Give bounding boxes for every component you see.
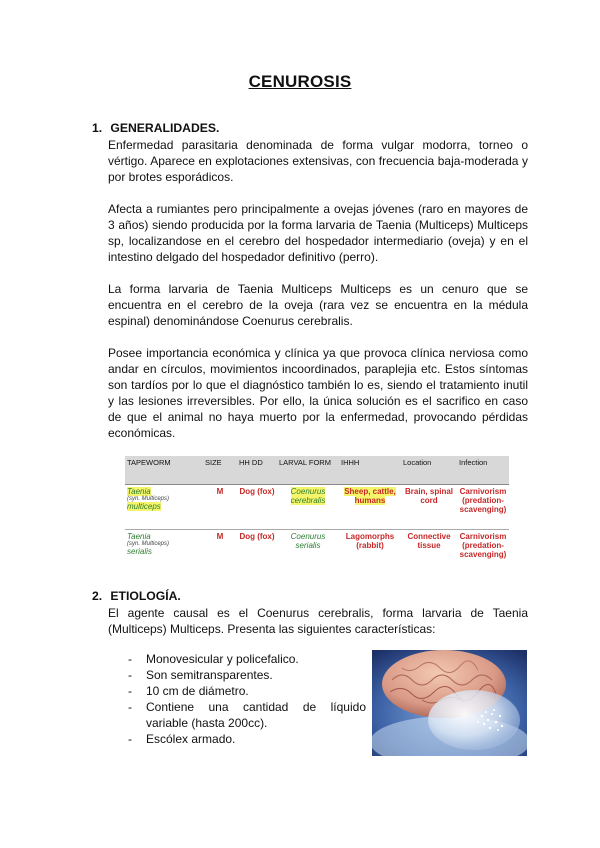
table-row xyxy=(125,485,509,530)
section-title: ETIOLOGÍA. xyxy=(110,589,181,603)
table-cell-larval: Coenurus serialis xyxy=(290,532,326,550)
list-item: - 10 cm de diámetro. xyxy=(126,683,366,699)
table-cell-infection: Carnivorism (predation-scavenging) xyxy=(457,485,509,530)
table-cell-intermediate-host xyxy=(339,485,401,530)
table-cell-host: Dog (fox) xyxy=(237,485,277,530)
table-header-row xyxy=(125,456,509,485)
paragraph: El agente causal es el Coenurus cerebralis, forma larvaria de Taenia (Multiceps) Multiceps. Presenta las siguientes características: xyxy=(108,606,528,636)
tapeworm-genus: Taenia xyxy=(127,532,151,541)
table-cell-larval xyxy=(277,485,339,530)
list-item: - Contiene una cantidad de líquido variable (hasta 200cc). xyxy=(126,699,366,731)
paragraph: La forma larvaria de Taenia Multiceps Multiceps es un cenuro que se encuentra en el cerebro de la oveja (rara vez se encuentra en la médula espinal) denominándose Coenurus cerebralis. xyxy=(108,282,528,328)
intermediate-host-text: Sheep, cattle, humans xyxy=(344,487,396,505)
paragraph: Posee importancia económica y clínica ya que provoca clínica nerviosa como andar en círculos, movimientos incoordinados, paraplejia etc. Estos síntomas son tardíos por lo que el diagnóstico también lo es, siendo el tratamiento inutil y las lesiones irreversibles. Por ello, la única solución es el sacrifico en caso de que el animal no haya muerto por la enfermedad, provocando pérdidas económicas. xyxy=(108,346,528,440)
paragraph: Afecta a rumiantes pero principalmente a ovejas jóvenes (raro en mayores de 3 años) siendo producida por la forma larvaria de Taenia (Multiceps) Multiceps sp, localizandose en el cerebro del hospedador intermediario (oveja) y en el intestino delgado del hospedador definitivo (perro). xyxy=(108,202,528,264)
tapeworm-synonym: (syn. Multiceps) xyxy=(127,541,170,547)
tapeworm-species: serialis xyxy=(127,547,152,556)
coenurus-cyst-photo xyxy=(372,650,527,756)
table-header-cell: HH DD xyxy=(237,456,277,485)
table-row xyxy=(125,530,509,575)
table-header-cell: Location xyxy=(401,456,457,485)
section-title: GENERALIDADES. xyxy=(110,121,220,135)
paragraph: Enfermedad parasitaria denominada de forma vulgar modorra, torneo o vértigo. Aparece en explotaciones extensivas, con frecuencia baja-moderada y por brotes esporádicos. xyxy=(108,138,528,184)
tapeworm-synonym: (syn. Multiceps) xyxy=(127,496,170,502)
section-number: 1. xyxy=(92,121,103,135)
table-header-cell: SIZE xyxy=(203,456,237,485)
tapeworm-table xyxy=(125,456,509,574)
characteristics-list xyxy=(126,651,366,747)
page-title: CENUROSIS xyxy=(248,72,352,91)
table-cell-tapeworm xyxy=(125,485,203,530)
table-header-cell: IHHH xyxy=(339,456,401,485)
table-header-cell: TAPEWORM xyxy=(125,456,203,485)
table-cell-location: Brain, spinal cord xyxy=(401,485,457,530)
larval-form-text: Coenurus cerebralis xyxy=(290,487,326,505)
table-header-cell: LARVAL FORM xyxy=(277,456,339,485)
section-heading-etiologia xyxy=(92,589,181,603)
section-heading-generalidades xyxy=(92,121,219,135)
tapeworm-genus: Taenia xyxy=(127,487,151,496)
table-header-cell: Infection xyxy=(457,456,509,485)
tapeworm-species: multiceps xyxy=(127,502,161,511)
table-cell-intermediate-host: Lagomorphs (rabbit) xyxy=(345,532,395,550)
list-item: - Monovesicular y policefalico. xyxy=(126,651,366,667)
table-cell-infection: Carnivorism (predation-scavenging) xyxy=(459,532,507,559)
table-cell-size: M xyxy=(216,532,224,541)
table-cell-size: M xyxy=(203,485,237,530)
list-item: - Son semitransparentes. xyxy=(126,667,366,683)
section-number: 2. xyxy=(92,589,103,603)
table-cell-location: Connective tissue xyxy=(407,532,451,550)
list-item: - Escólex armado. xyxy=(126,731,366,747)
table-cell-host: Dog (fox) xyxy=(239,532,275,541)
table-cell-tapeworm xyxy=(125,530,203,575)
